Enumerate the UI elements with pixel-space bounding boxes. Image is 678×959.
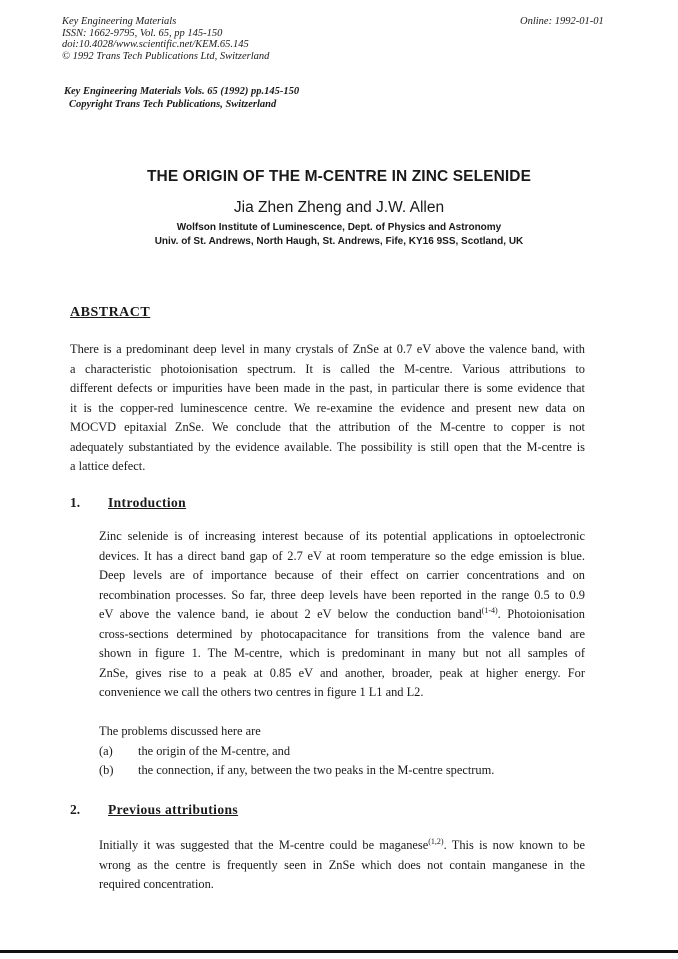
paper-title: THE ORIGIN OF THE M-CENTRE IN ZINC SELENIDE xyxy=(146,168,532,185)
introduction-paragraph xyxy=(99,527,585,703)
journal-copyright: Copyright Trans Tech Publications, Switzerland xyxy=(69,98,277,110)
body-text: . Photoionisation xyxy=(497,607,585,621)
abstract-line: adequately substantiated by the evidence available. The possibility is still open that the M-centre is xyxy=(70,439,585,454)
abstract-heading: ABSTRACT xyxy=(70,305,151,320)
section-title: Previous attributions xyxy=(108,802,239,817)
problem-label: (b) xyxy=(99,763,114,777)
online-date: Online: 1992-01-01 xyxy=(520,16,604,27)
abstract-line: There is a predominant deep level in many crystals of ZnSe at 0.7 eV above the valence band, with xyxy=(70,342,585,356)
body-line: wrong as the centre is frequently seen in ZnSe which does not contain manganese in the xyxy=(99,857,585,872)
body-line: devices. It has a direct band gap of 2.7 eV at room temperature so the edge emission is blue. xyxy=(99,548,585,563)
reference-superscript: (1,2) xyxy=(428,837,444,846)
body-line: Deep levels are of importance because of their effect on carrier concentrations and on xyxy=(99,568,585,582)
journal-citation: Key Engineering Materials Vols. 65 (1992) pp.145-150 xyxy=(64,86,300,97)
body-line: convenience we call the others two centres in figure 1 L1 and L2. xyxy=(99,685,424,699)
problem-text: the connection, if any, between the two peaks in the M-centre spectrum. xyxy=(138,763,495,777)
body-text: Initially it was suggested that the M-centre could be maganese xyxy=(99,838,429,852)
body-line: cross-sections determined by photocapacitance for transitions from the valence band are xyxy=(99,626,585,641)
abstract-line: a characteristic photoionisation spectrum. It is called the M-centre. Various attributions to xyxy=(70,361,585,376)
abstract-paragraph xyxy=(70,340,585,477)
abstract-line: different defects or impurities have been made in the past, in particular there is some evidence that xyxy=(70,381,585,395)
paper-authors: Jia Zhen Zheng and J.W. Allen xyxy=(233,199,445,216)
affiliation-line-2: Univ. of St. Andrews, North Haugh, St. Andrews, Fife, KY16 9SS, Scotland, UK xyxy=(154,235,524,247)
section-title: Introduction xyxy=(108,495,187,510)
body-line: required concentration. xyxy=(99,877,214,891)
problems-list xyxy=(99,722,494,781)
previous-attributions-paragraph xyxy=(99,836,585,895)
affiliation-line-1: Wolfson Institute of Luminescence, Dept. of Physics and Astronomy xyxy=(176,222,502,233)
body-text: eV above the valence band, ie about 2 eV below the conduction band xyxy=(99,607,482,621)
abstract-line: it is the copper-red luminescence centre. We re-examine the evidence and present new data on xyxy=(70,400,585,415)
abstract-line: MOCVD epitaxial ZnSe. We conclude that the attribution of the M-centre to copper is not xyxy=(70,420,585,434)
body-line: ZnSe, gives rise to a peak at 0.85 eV and another, broader, peak at higher energy. For xyxy=(99,665,585,680)
meta-line-issn: ISSN: 1662-9795, Vol. 65, pp 145-150 xyxy=(62,27,223,39)
problem-text: the origin of the M-centre, and xyxy=(138,743,291,758)
reference-superscript: (1-4) xyxy=(481,606,498,615)
body-line: shown in figure 1. The M-centre, which is predominant in many but not all samples of xyxy=(99,646,585,660)
section-1-heading xyxy=(70,495,186,511)
section-number: 2. xyxy=(70,802,81,817)
meta-line-copyright: © 1992 Trans Tech Publications Ltd, Switzerland xyxy=(62,50,270,62)
section-2-heading xyxy=(70,802,238,818)
body-line: Zinc selenide is of increasing interest because of its potential applications in optoelectronic xyxy=(99,529,585,543)
problem-label: (a) xyxy=(99,743,113,758)
body-line: recombination processes. So far, three deep levels have been reported in the range 0.5 to 0.9 xyxy=(99,587,585,602)
abstract-line: a lattice defect. xyxy=(70,459,146,473)
body-line-with-reference xyxy=(99,605,585,625)
problems-intro: The problems discussed here are xyxy=(99,724,261,738)
meta-line-journal: Key Engineering Materials xyxy=(62,16,177,27)
body-line-with-reference xyxy=(99,836,585,856)
meta-line-doi: doi:10.4028/www.scientific.net/KEM.65.145 xyxy=(62,39,249,50)
problem-item xyxy=(99,742,494,762)
journal-citation-block xyxy=(64,86,299,111)
footer-rule xyxy=(0,950,678,953)
section-number: 1. xyxy=(70,495,81,510)
paper-affiliation xyxy=(0,221,678,248)
body-text: . This is now known to be xyxy=(443,838,586,852)
problem-item xyxy=(99,761,494,781)
publication-meta xyxy=(62,16,269,62)
